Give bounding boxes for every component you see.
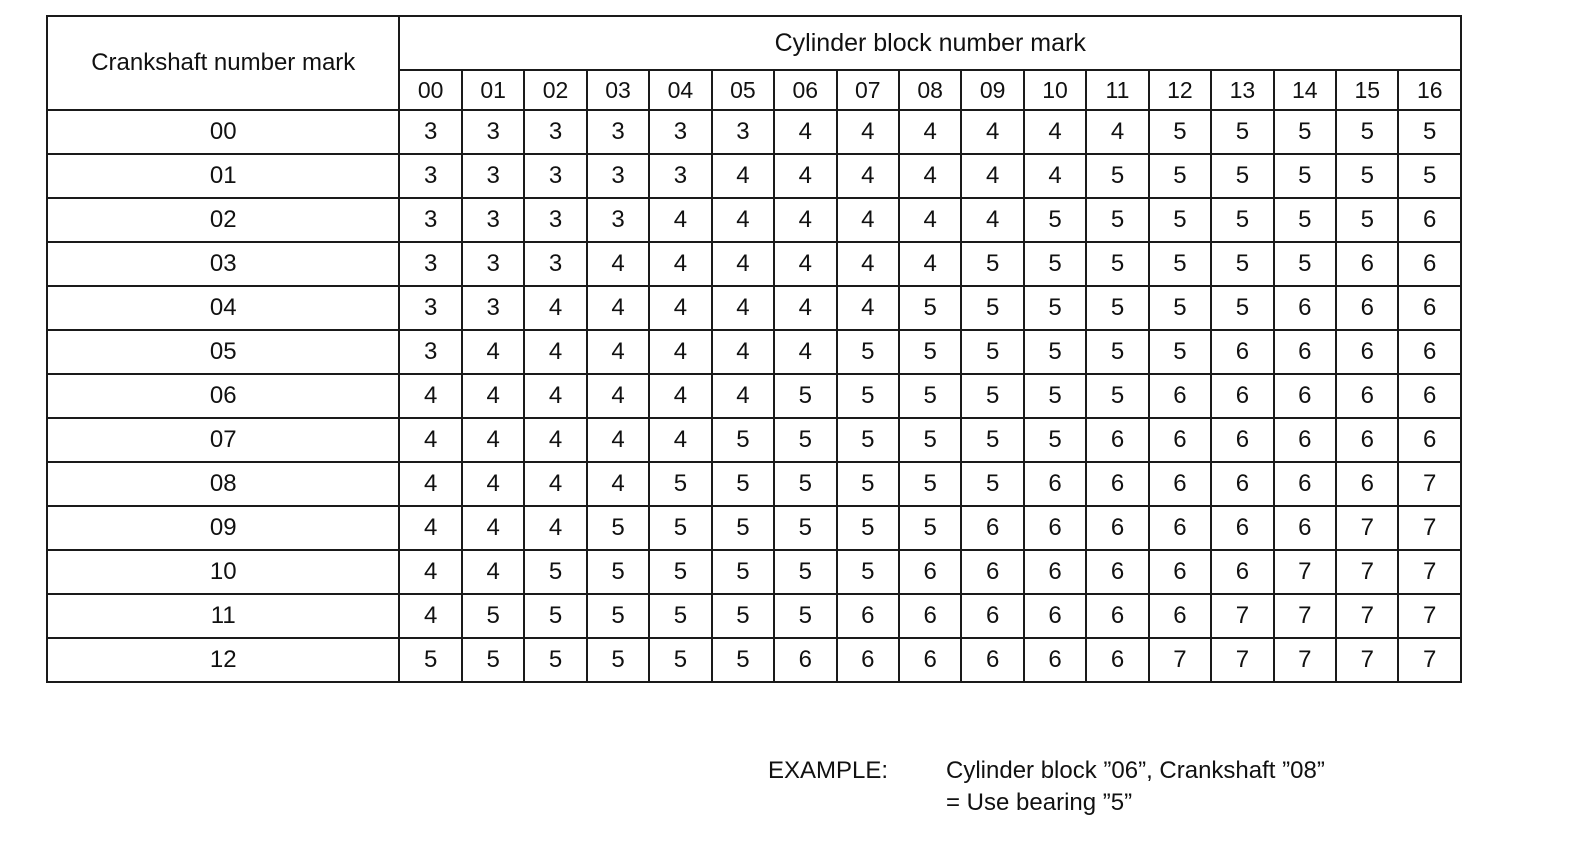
bearing-cell: 3	[587, 110, 649, 154]
bearing-cell: 4	[712, 374, 774, 418]
table-row	[47, 286, 1461, 330]
bearing-cell: 3	[524, 154, 586, 198]
bearing-cell: 6	[1398, 418, 1461, 462]
bearing-cell: 5	[774, 594, 836, 638]
column-header-13: 13	[1211, 70, 1273, 110]
bearing-cell: 4	[462, 418, 524, 462]
bearing-cell: 5	[1149, 154, 1211, 198]
bearing-cell: 4	[399, 550, 461, 594]
bearing-cell: 4	[899, 242, 961, 286]
row-header-07: 07	[47, 418, 399, 462]
bearing-cell: 5	[961, 242, 1023, 286]
bearing-cell: 4	[649, 286, 711, 330]
bearing-cell: 6	[1024, 638, 1086, 682]
bearing-cell: 6	[899, 638, 961, 682]
row-header-05: 05	[47, 330, 399, 374]
bearing-cell: 7	[1149, 638, 1211, 682]
bearing-cell: 6	[1274, 506, 1336, 550]
table-row	[47, 506, 1461, 550]
bearing-cell: 6	[1024, 462, 1086, 506]
bearing-cell: 6	[1398, 330, 1461, 374]
bearing-cell: 4	[524, 462, 586, 506]
bearing-selection-table	[46, 15, 1462, 683]
bearing-cell: 4	[961, 110, 1023, 154]
row-header-01: 01	[47, 154, 399, 198]
example-label: EXAMPLE:	[768, 757, 889, 784]
bearing-cell: 5	[1149, 110, 1211, 154]
bearing-cell: 4	[462, 374, 524, 418]
bearing-cell: 5	[837, 506, 899, 550]
column-header-08: 08	[899, 70, 961, 110]
bearing-cell: 5	[774, 462, 836, 506]
bearing-cell: 4	[899, 198, 961, 242]
bearing-cell: 6	[1149, 462, 1211, 506]
bearing-cell: 4	[712, 286, 774, 330]
bearing-cell: 7	[1336, 638, 1398, 682]
bearing-cell: 5	[961, 374, 1023, 418]
bearing-cell: 4	[837, 242, 899, 286]
bearing-cell: 3	[462, 242, 524, 286]
bearing-cell: 4	[712, 154, 774, 198]
bearing-cell: 4	[587, 330, 649, 374]
column-header-05: 05	[712, 70, 774, 110]
table-row	[47, 462, 1461, 506]
bearing-cell: 7	[1398, 506, 1461, 550]
bearing-cell: 4	[587, 418, 649, 462]
bearing-cell: 6	[1398, 242, 1461, 286]
bearing-cell: 3	[587, 154, 649, 198]
bearing-cell: 5	[524, 550, 586, 594]
bearing-cell: 5	[1086, 374, 1148, 418]
bearing-cell: 4	[649, 418, 711, 462]
example-line-1: Cylinder block ”06”, Crankshaft ”08”	[946, 757, 1325, 784]
column-header-09: 09	[961, 70, 1023, 110]
bearing-cell: 5	[712, 506, 774, 550]
bearing-cell: 5	[899, 418, 961, 462]
bearing-cell: 6	[1274, 286, 1336, 330]
bearing-cell: 7	[1211, 594, 1273, 638]
bearing-cell: 5	[1024, 198, 1086, 242]
bearing-cell: 3	[399, 242, 461, 286]
bearing-cell: 4	[462, 550, 524, 594]
bearing-cell: 3	[649, 110, 711, 154]
bearing-cell: 6	[1149, 594, 1211, 638]
bearing-cell: 5	[1149, 198, 1211, 242]
bearing-cell: 6	[1274, 330, 1336, 374]
bearing-cell: 6	[837, 638, 899, 682]
bearing-cell: 4	[587, 374, 649, 418]
bearing-cell: 4	[961, 154, 1023, 198]
bearing-cell: 4	[712, 330, 774, 374]
bearing-cell: 6	[961, 506, 1023, 550]
bearing-cell: 5	[961, 462, 1023, 506]
bearing-cell: 5	[1336, 154, 1398, 198]
bearing-cell: 4	[837, 154, 899, 198]
bearing-cell: 5	[649, 638, 711, 682]
column-header-04: 04	[649, 70, 711, 110]
bearing-cell: 7	[1398, 550, 1461, 594]
bearing-cell: 3	[524, 110, 586, 154]
bearing-cell: 6	[1211, 550, 1273, 594]
bearing-cell: 5	[1149, 330, 1211, 374]
bearing-cell: 6	[1086, 550, 1148, 594]
bearing-cell: 4	[524, 330, 586, 374]
bearing-cell: 6	[961, 594, 1023, 638]
bearing-cell: 7	[1398, 462, 1461, 506]
bearing-cell: 6	[1086, 462, 1148, 506]
bearing-cell: 6	[1086, 594, 1148, 638]
bearing-cell: 3	[524, 198, 586, 242]
bearing-cell: 5	[462, 638, 524, 682]
bearing-cell: 5	[1211, 198, 1273, 242]
bearing-cell: 6	[1398, 374, 1461, 418]
row-header-10: 10	[47, 550, 399, 594]
bearing-cell: 6	[1211, 506, 1273, 550]
bearing-cell: 6	[1211, 330, 1273, 374]
bearing-cell: 5	[1211, 286, 1273, 330]
table-body	[47, 110, 1461, 682]
bearing-cell: 6	[1211, 418, 1273, 462]
bearing-cell: 5	[712, 550, 774, 594]
bearing-cell: 6	[1024, 506, 1086, 550]
bearing-cell: 3	[462, 110, 524, 154]
bearing-cell: 5	[1086, 154, 1148, 198]
bearing-cell: 5	[1086, 286, 1148, 330]
bearing-cell: 6	[774, 638, 836, 682]
table-row	[47, 330, 1461, 374]
example-text	[946, 755, 1325, 819]
bearing-cell: 5	[961, 286, 1023, 330]
bearing-cell: 6	[1336, 462, 1398, 506]
bearing-cell: 5	[1149, 242, 1211, 286]
bearing-cell: 3	[399, 286, 461, 330]
column-header-15: 15	[1336, 70, 1398, 110]
bearing-cell: 4	[524, 506, 586, 550]
bearing-cell: 6	[1398, 198, 1461, 242]
bearing-cell: 5	[1274, 242, 1336, 286]
row-header-00: 00	[47, 110, 399, 154]
bearing-cell: 3	[399, 330, 461, 374]
bearing-cell: 5	[1274, 110, 1336, 154]
bearing-cell: 5	[712, 462, 774, 506]
bearing-cell: 5	[961, 418, 1023, 462]
bearing-cell: 6	[1398, 286, 1461, 330]
bearing-cell: 7	[1336, 550, 1398, 594]
table-row	[47, 638, 1461, 682]
bearing-cell: 6	[1086, 418, 1148, 462]
bearing-cell: 6	[1086, 638, 1148, 682]
bearing-cell: 7	[1274, 594, 1336, 638]
bearing-cell: 5	[524, 594, 586, 638]
bearing-cell: 5	[1086, 330, 1148, 374]
bearing-cell: 5	[837, 330, 899, 374]
bearing-cell: 7	[1336, 506, 1398, 550]
bearing-cell: 5	[899, 330, 961, 374]
bearing-cell: 5	[1086, 198, 1148, 242]
bearing-cell: 4	[399, 594, 461, 638]
bearing-cell: 5	[837, 374, 899, 418]
bearing-cell: 6	[1149, 506, 1211, 550]
column-header-11: 11	[1086, 70, 1148, 110]
row-header-08: 08	[47, 462, 399, 506]
bearing-cell: 6	[1274, 418, 1336, 462]
row-header-06: 06	[47, 374, 399, 418]
bearing-cell: 6	[1336, 242, 1398, 286]
bearing-cell: 3	[587, 198, 649, 242]
bearing-cell: 5	[1024, 374, 1086, 418]
bearing-cell: 6	[1336, 374, 1398, 418]
bearing-cell: 5	[1024, 286, 1086, 330]
bearing-cell: 5	[899, 506, 961, 550]
column-header-12: 12	[1149, 70, 1211, 110]
bearing-cell: 7	[1398, 594, 1461, 638]
bearing-cell: 4	[899, 110, 961, 154]
bearing-cell: 4	[1024, 110, 1086, 154]
bearing-cell: 4	[587, 286, 649, 330]
bearing-cell: 4	[774, 198, 836, 242]
bearing-cell: 5	[1336, 110, 1398, 154]
column-header-07: 07	[837, 70, 899, 110]
bearing-cell: 5	[1024, 330, 1086, 374]
column-header-00: 00	[399, 70, 461, 110]
bearing-cell: 5	[587, 638, 649, 682]
bearing-cell: 6	[1274, 462, 1336, 506]
bearing-cell: 4	[774, 154, 836, 198]
bearing-cell: 7	[1274, 638, 1336, 682]
bearing-cell: 4	[837, 110, 899, 154]
crankshaft-number-mark-header: Crankshaft number mark	[47, 16, 399, 110]
bearing-cell: 4	[774, 286, 836, 330]
table-row	[47, 594, 1461, 638]
column-header-06: 06	[774, 70, 836, 110]
bearing-cell: 7	[1211, 638, 1273, 682]
bearing-cell: 5	[587, 594, 649, 638]
bearing-cell: 5	[774, 506, 836, 550]
row-header-02: 02	[47, 198, 399, 242]
bearing-cell: 5	[1024, 242, 1086, 286]
bearing-cell: 4	[774, 110, 836, 154]
bearing-cell: 4	[524, 286, 586, 330]
bearing-cell: 6	[961, 638, 1023, 682]
bearing-cell: 4	[712, 242, 774, 286]
bearing-cell: 5	[587, 550, 649, 594]
bearing-cell: 5	[1149, 286, 1211, 330]
bearing-cell: 4	[649, 330, 711, 374]
bearing-cell: 3	[462, 198, 524, 242]
bearing-cell: 3	[399, 154, 461, 198]
bearing-cell: 4	[1024, 154, 1086, 198]
bearing-cell: 4	[399, 462, 461, 506]
table-row	[47, 242, 1461, 286]
bearing-cell: 5	[1398, 154, 1461, 198]
bearing-cell: 5	[899, 286, 961, 330]
column-header-01: 01	[462, 70, 524, 110]
row-header-12: 12	[47, 638, 399, 682]
bearing-cell: 6	[1149, 418, 1211, 462]
bearing-cell: 5	[649, 550, 711, 594]
table-row	[47, 418, 1461, 462]
bearing-cell: 5	[774, 418, 836, 462]
bearing-cell: 6	[961, 550, 1023, 594]
bearing-cell: 5	[961, 330, 1023, 374]
bearing-cell: 5	[1274, 154, 1336, 198]
bearing-cell: 5	[837, 418, 899, 462]
bearing-cell: 5	[774, 374, 836, 418]
bearing-cell: 5	[399, 638, 461, 682]
bearing-cell: 5	[1398, 110, 1461, 154]
bearing-cell: 6	[1211, 462, 1273, 506]
bearing-cell: 5	[1274, 198, 1336, 242]
bearing-cell: 6	[1211, 374, 1273, 418]
cylinder-block-number-mark-header: Cylinder block number mark	[399, 16, 1461, 70]
bearing-cell: 4	[837, 286, 899, 330]
bearing-cell: 4	[462, 330, 524, 374]
bearing-cell: 4	[649, 242, 711, 286]
bearing-cell: 5	[1024, 418, 1086, 462]
row-header-03: 03	[47, 242, 399, 286]
bearing-cell: 4	[1086, 110, 1148, 154]
bearing-cell: 5	[1211, 110, 1273, 154]
bearing-cell: 3	[524, 242, 586, 286]
column-header-16: 16	[1398, 70, 1461, 110]
bearing-cell: 4	[399, 418, 461, 462]
bearing-cell: 4	[961, 198, 1023, 242]
bearing-cell: 4	[524, 374, 586, 418]
bearing-cell: 6	[1149, 550, 1211, 594]
bearing-cell: 4	[399, 374, 461, 418]
bearing-cell: 3	[399, 198, 461, 242]
bearing-cell: 4	[587, 242, 649, 286]
bearing-cell: 3	[462, 286, 524, 330]
bearing-cell: 4	[462, 462, 524, 506]
bearing-cell: 7	[1336, 594, 1398, 638]
bearing-cell: 6	[899, 550, 961, 594]
row-header-04: 04	[47, 286, 399, 330]
bearing-cell: 6	[1086, 506, 1148, 550]
table-row	[47, 198, 1461, 242]
bearing-cell: 4	[899, 154, 961, 198]
bearing-cell: 5	[1086, 242, 1148, 286]
bearing-cell: 5	[1336, 198, 1398, 242]
bearing-cell: 5	[837, 550, 899, 594]
bearing-cell: 4	[462, 506, 524, 550]
bearing-cell: 5	[899, 374, 961, 418]
bearing-cell: 7	[1274, 550, 1336, 594]
bearing-cell: 4	[649, 374, 711, 418]
bearing-cell: 5	[1211, 154, 1273, 198]
bearing-cell: 4	[399, 506, 461, 550]
bearing-cell: 6	[837, 594, 899, 638]
bearing-cell: 6	[1149, 374, 1211, 418]
bearing-cell: 4	[774, 330, 836, 374]
bearing-cell: 5	[649, 506, 711, 550]
bearing-cell: 5	[712, 418, 774, 462]
bearing-cell: 6	[1336, 286, 1398, 330]
bearing-cell: 5	[774, 550, 836, 594]
bearing-cell: 5	[649, 594, 711, 638]
bearing-cell: 3	[399, 110, 461, 154]
column-header-02: 02	[524, 70, 586, 110]
bearing-cell: 6	[1024, 594, 1086, 638]
bearing-cell: 4	[524, 418, 586, 462]
bearing-cell: 3	[712, 110, 774, 154]
table-row	[47, 550, 1461, 594]
bearing-cell: 5	[524, 638, 586, 682]
bearing-cell: 6	[899, 594, 961, 638]
bearing-cell: 6	[1024, 550, 1086, 594]
bearing-cell: 5	[712, 594, 774, 638]
row-header-11: 11	[47, 594, 399, 638]
bearing-cell: 3	[649, 154, 711, 198]
column-header-10: 10	[1024, 70, 1086, 110]
bearing-cell: 4	[712, 198, 774, 242]
column-header-03: 03	[587, 70, 649, 110]
bearing-cell: 5	[1211, 242, 1273, 286]
bearing-cell: 7	[1398, 638, 1461, 682]
column-header-14: 14	[1274, 70, 1336, 110]
bearing-cell: 6	[1274, 374, 1336, 418]
bearing-cell: 5	[462, 594, 524, 638]
bearing-cell: 6	[1336, 330, 1398, 374]
bearing-cell: 4	[587, 462, 649, 506]
table-row	[47, 374, 1461, 418]
bearing-cell: 5	[837, 462, 899, 506]
bearing-cell: 5	[899, 462, 961, 506]
bearing-cell: 5	[649, 462, 711, 506]
bearing-cell: 3	[462, 154, 524, 198]
bearing-cell: 4	[774, 242, 836, 286]
bearing-cell: 5	[587, 506, 649, 550]
bearing-cell: 4	[649, 198, 711, 242]
row-header-09: 09	[47, 506, 399, 550]
table-row	[47, 154, 1461, 198]
bearing-cell: 5	[712, 638, 774, 682]
table-row	[47, 110, 1461, 154]
example-line-2: = Use bearing ”5”	[946, 789, 1133, 816]
bearing-cell: 6	[1336, 418, 1398, 462]
bearing-cell: 4	[837, 198, 899, 242]
